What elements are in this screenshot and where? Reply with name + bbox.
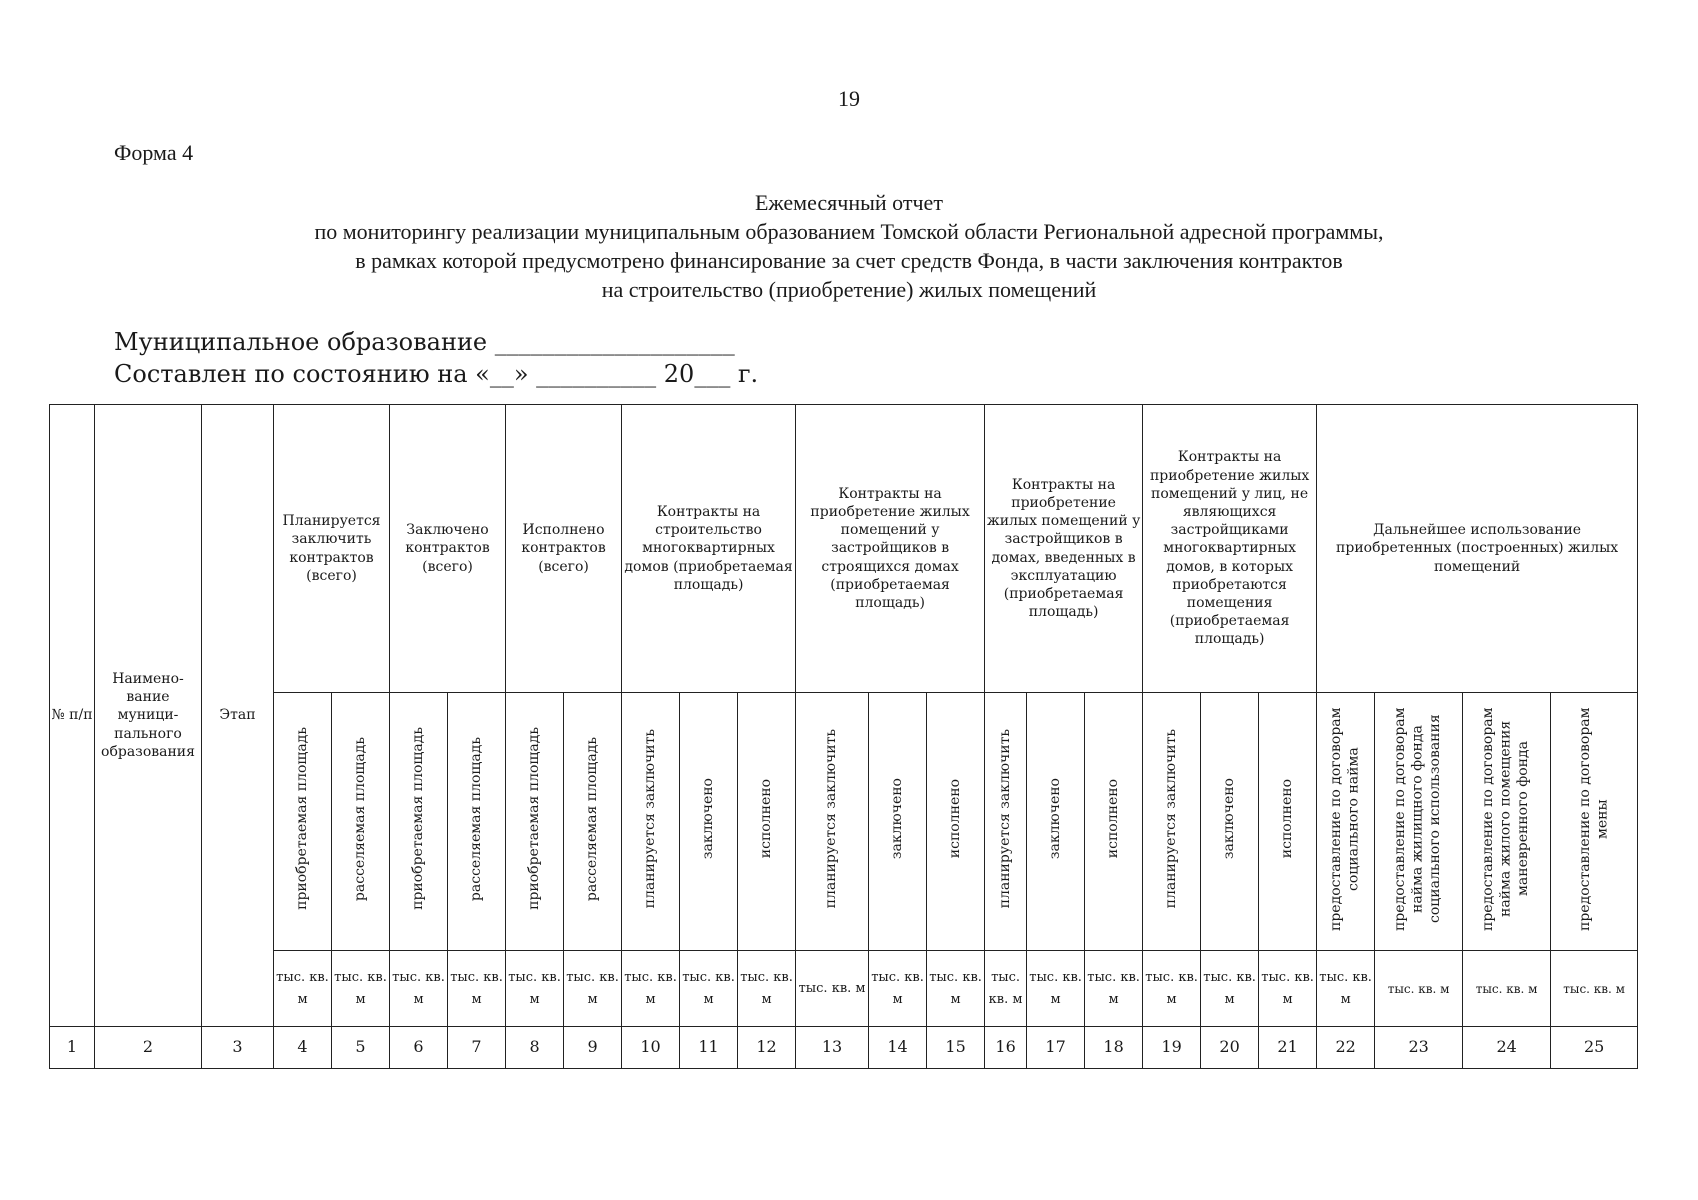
subcol-24: предоставление по договорам найма жилого помещения маневренного фонда <box>1463 693 1551 951</box>
group-construction: Контракты на строительство многоквартирных домов (приобретаемая площадь) <box>622 405 796 693</box>
group-non-developers: Контракты на приобретение жилых помещений у лиц, не являющихся застройщиками многоквартирных домов, в которых приобретаются помещения (приобретаемая площадь) <box>1143 405 1317 693</box>
subcol-14: заключено <box>869 693 927 951</box>
title-line: в рамках которой предусмотрено финансирование за счет средств Фонда, в части заключения контрактов <box>355 248 1343 273</box>
subcol-20: заключено <box>1201 693 1259 951</box>
title-line: на строительство (приобретение) жилых помещений <box>601 277 1097 302</box>
column-number: 4 <box>274 1027 332 1069</box>
subcol-25: предоставление по договорам мены <box>1551 693 1638 951</box>
column-number: 25 <box>1551 1027 1638 1069</box>
column-number: 21 <box>1259 1027 1317 1069</box>
column-number: 23 <box>1375 1027 1463 1069</box>
subcol-13: планируется заключить <box>796 693 869 951</box>
unit-cell: тыс. кв. м <box>1317 951 1375 1027</box>
column-number: 14 <box>869 1027 927 1069</box>
subcol-18: исполнено <box>1085 693 1143 951</box>
col-name-header: Наимено-вание муници-пального образования <box>95 405 202 1027</box>
report-title <box>0 188 1698 304</box>
unit-cell: тыс. кв. м <box>564 951 622 1027</box>
column-number: 15 <box>927 1027 985 1069</box>
subcol-7: расселяемая площадь <box>448 693 506 951</box>
group-under-construction: Контракты на приобретение жилых помещений у застройщиков в строящихся домах (приобретаемая площадь) <box>796 405 985 693</box>
unit-cell: тыс. кв. м <box>869 951 927 1027</box>
subcol-22: предоставление по договорам социального найма <box>1317 693 1375 951</box>
subcol-11: заключено <box>680 693 738 951</box>
group-further-use: Дальнейшее использование приобретенных (построенных) жилых помещений <box>1317 405 1638 693</box>
date-line: Составлен по состоянию на «__» __________ 20___ г. <box>114 360 759 388</box>
subcol-15: исполнено <box>927 693 985 951</box>
column-number: 13 <box>796 1027 869 1069</box>
subcol-10: планируется заключить <box>622 693 680 951</box>
report-table <box>49 404 1638 1069</box>
column-number: 24 <box>1463 1027 1551 1069</box>
subcol-16: планируется заключить <box>985 693 1027 951</box>
unit-cell: тыс. кв. м <box>1259 951 1317 1027</box>
column-number: 9 <box>564 1027 622 1069</box>
column-number: 17 <box>1027 1027 1085 1069</box>
unit-cell: тыс. кв. м <box>1201 951 1259 1027</box>
column-number: 18 <box>1085 1027 1143 1069</box>
subcol-6: приобретаемая площадь <box>390 693 448 951</box>
column-number: 3 <box>202 1027 274 1069</box>
form-label: Форма 4 <box>114 140 194 165</box>
column-number: 20 <box>1201 1027 1259 1069</box>
unit-cell: тыс. кв. м <box>1375 951 1463 1027</box>
subcol-23: предоставление по договорам найма жилищного фонда социального использования <box>1375 693 1463 951</box>
subcol-5: расселяемая площадь <box>332 693 390 951</box>
municipality-line: Муниципальное образование ____________________ <box>114 328 735 356</box>
unit-cell: тыс. кв. м <box>1551 951 1638 1027</box>
group-concluded: Заключено контрактов (всего) <box>390 405 506 693</box>
column-number: 11 <box>680 1027 738 1069</box>
subcol-21: исполнено <box>1259 693 1317 951</box>
column-number: 1 <box>50 1027 95 1069</box>
column-number: 10 <box>622 1027 680 1069</box>
unit-cell: тыс. кв. м <box>985 951 1027 1027</box>
column-number: 8 <box>506 1027 564 1069</box>
unit-cell: тыс. кв. м <box>332 951 390 1027</box>
subcol-8: приобретаемая площадь <box>506 693 564 951</box>
title-line: по мониторингу реализации муниципальным образованием Томской области Региональной адресной программы, <box>314 219 1384 244</box>
subcol-9: расселяемая площадь <box>564 693 622 951</box>
unit-cell: тыс. кв. м <box>680 951 738 1027</box>
group-planned: Планируется заключить контрактов (всего) <box>274 405 390 693</box>
unit-cell: тыс. кв. м <box>738 951 796 1027</box>
column-number: 6 <box>390 1027 448 1069</box>
column-number: 7 <box>448 1027 506 1069</box>
subcol-17: заключено <box>1027 693 1085 951</box>
column-numbers-row <box>50 1027 1638 1069</box>
col-number-header: № п/п <box>50 405 95 1027</box>
group-executed: Исполнено контрактов (всего) <box>506 405 622 693</box>
subcol-19: планируется заключить <box>1143 693 1201 951</box>
column-number: 16 <box>985 1027 1027 1069</box>
unit-cell: тыс. кв. м <box>448 951 506 1027</box>
column-number: 22 <box>1317 1027 1375 1069</box>
unit-cell: тыс. кв. м <box>1463 951 1551 1027</box>
unit-cell: тыс. кв. м <box>796 951 869 1027</box>
column-number: 5 <box>332 1027 390 1069</box>
unit-cell: тыс. кв. м <box>1143 951 1201 1027</box>
col-stage-header: Этап <box>202 405 274 1027</box>
unit-cell: тыс. кв. м <box>622 951 680 1027</box>
column-number: 19 <box>1143 1027 1201 1069</box>
column-number: 12 <box>738 1027 796 1069</box>
unit-cell: тыс. кв. м <box>390 951 448 1027</box>
page-number: 19 <box>838 86 860 111</box>
unit-cell: тыс. кв. м <box>274 951 332 1027</box>
subcol-4: приобретаемая площадь <box>274 693 332 951</box>
unit-cell: тыс. кв. м <box>1085 951 1143 1027</box>
unit-cell: тыс. кв. м <box>1027 951 1085 1027</box>
unit-cell: тыс. кв. м <box>506 951 564 1027</box>
subcol-12: исполнено <box>738 693 796 951</box>
column-number: 2 <box>95 1027 202 1069</box>
unit-cell: тыс. кв. м <box>927 951 985 1027</box>
title-line: Ежемесячный отчет <box>755 190 943 215</box>
group-commissioned: Контракты на приобретение жилых помещений у застройщиков в домах, введенных в эксплуатацию (приобретаемая площадь) <box>985 405 1143 693</box>
